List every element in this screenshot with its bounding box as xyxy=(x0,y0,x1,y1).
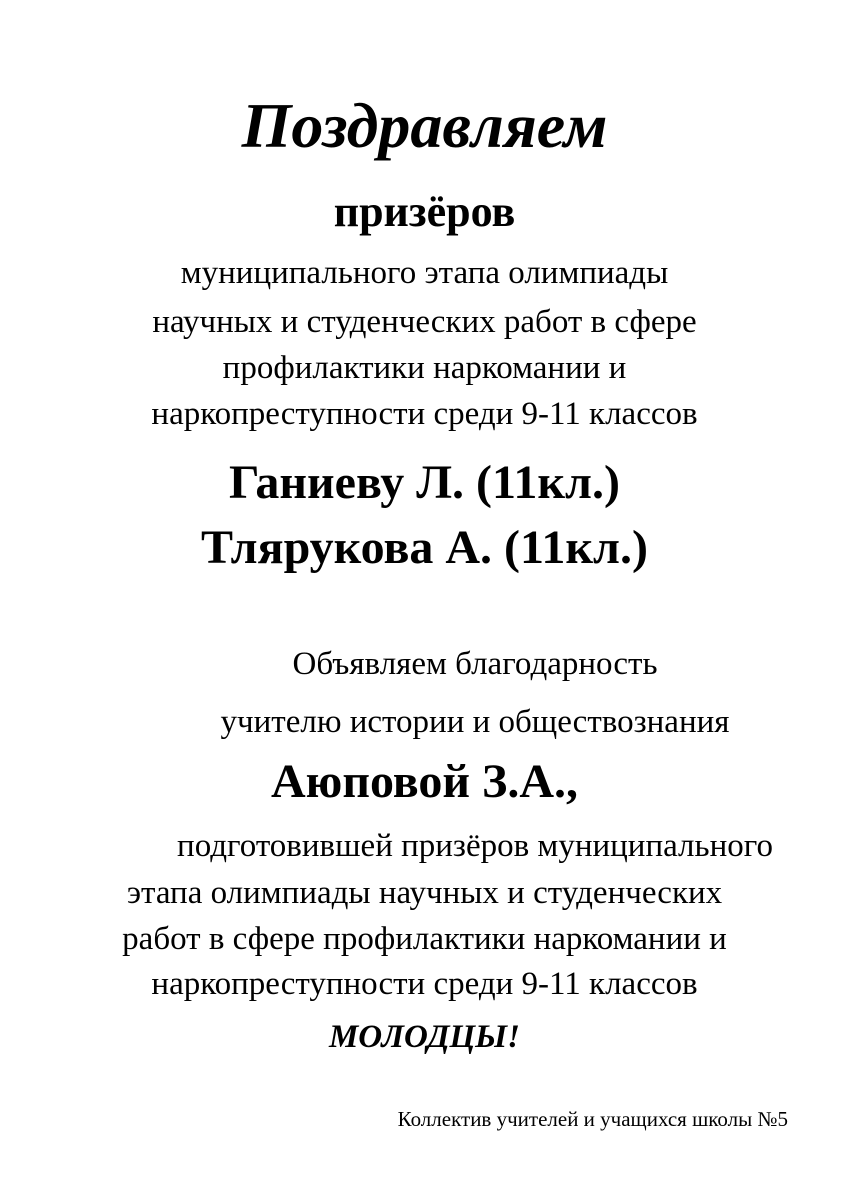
description-line: профилактики наркомании и xyxy=(222,350,627,386)
signature: Коллектив учителей и учащихся школы №5 xyxy=(397,1107,788,1131)
gratitude-detail-line: работ в сфере профилактики наркомании и xyxy=(122,921,727,957)
winner-name: Ганиеву Л. (11кл.) xyxy=(229,456,620,509)
winner-name: Тлярукова А. (11кл.) xyxy=(201,521,648,574)
description-line: наркопреступности среди 9-11 классов xyxy=(151,396,698,432)
gratitude-detail-line: этапа олимпиады научных и студенческих xyxy=(126,875,723,911)
gratitude-line: Объявляем благодарность xyxy=(292,646,658,682)
gratitude-detail-line: подготовившей призёров муниципального xyxy=(177,828,773,864)
teacher-name: Аюповой З.А., xyxy=(270,755,579,808)
description-line: научных и студенческих работ в сфере xyxy=(152,304,697,340)
description-line: муниципального этапа олимпиады xyxy=(180,255,669,291)
gratitude-subject-line: учителю истории и обществознания xyxy=(220,704,730,740)
subheadline: призёров xyxy=(333,187,516,236)
headline: Поздравляем xyxy=(241,90,608,161)
exclamation: МОЛОДЦЫ! xyxy=(328,1019,521,1055)
gratitude-detail-line: наркопреступности среди 9-11 классов xyxy=(151,966,698,1002)
